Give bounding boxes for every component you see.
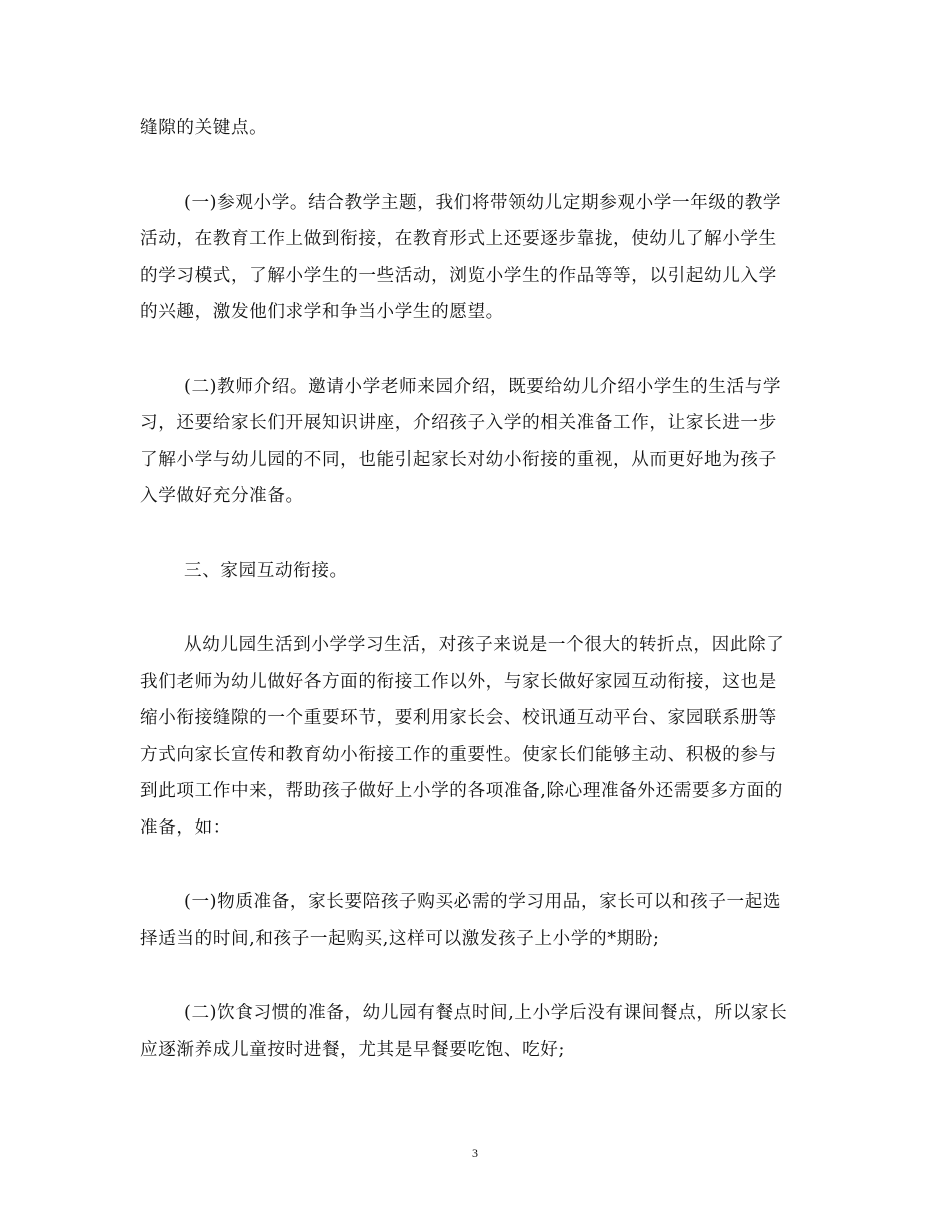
text-line: 的学习模式，了解小学生的一些活动，浏览小学生的作品等等，以引起幼儿入学 bbox=[140, 265, 777, 286]
paragraph-6 bbox=[140, 884, 808, 957]
text-line: 方式向家长宣传和教育幼小衔接工作的重要性。使家长们能够主动、积极的参与 bbox=[140, 744, 777, 765]
text-line: 应逐渐养成儿童按时进餐，尤其是早餐要吃饱、吃好; bbox=[140, 1039, 565, 1060]
text-line: 缝隙的关键点。 bbox=[140, 118, 268, 138]
paragraph-1 bbox=[140, 110, 808, 147]
text-line: 到此项工作中来，帮助孩子做好上小学的各项准备,除心理准备外还需要多方面的 bbox=[140, 781, 783, 801]
paragraph-5 bbox=[140, 627, 808, 846]
text-line: 择适当的时间,和孩子一起购买,这样可以激发孩子上小学的*期盼; bbox=[140, 928, 660, 949]
text-line: 活动，在教育工作上做到衔接，在教育形式上还要逐步靠拢，使幼儿了解小学生 bbox=[140, 229, 777, 249]
text-line: 了解小学与幼儿园的不同，也能引起家长对幼小衔接的重视，从而更好地为孩子 bbox=[140, 449, 777, 470]
paragraph-7 bbox=[140, 995, 808, 1068]
document-body bbox=[140, 110, 808, 1106]
text-line: (一)参观小学。结合教学主题，我们将带领幼儿定期参观小学一年级的教学 bbox=[184, 192, 782, 213]
text-line: 三、家园互动衔接。 bbox=[184, 560, 348, 581]
paragraph-2 bbox=[140, 185, 808, 331]
text-line: (一)物质准备，家长要陪孩子购买必需的学习用品，家长可以和孩子一起选 bbox=[184, 892, 782, 912]
text-line: (二)教师介绍。邀请小学老师来园介绍，既要给幼儿介绍小学生的生活与学 bbox=[184, 376, 782, 397]
text-line: 我们老师为幼儿做好各方面的衔接工作以外，与家长做好家园互动衔接，这也是 bbox=[140, 671, 777, 692]
page-number: 3 bbox=[472, 1146, 478, 1160]
text-line: 缩小衔接缝隙的一个重要环节，要利用家长会、校讯通互动平台、家园联系册等 bbox=[140, 708, 777, 728]
text-line: 的兴趣，激发他们求学和争当小学生的愿望。 bbox=[140, 302, 504, 322]
text-line: 从幼儿园生活到小学学习生活，对孩子来说是一个很大的转折点，因此除了 bbox=[184, 635, 785, 655]
section-heading bbox=[140, 553, 808, 590]
text-line: 准备，如： bbox=[140, 817, 231, 838]
text-line: (二)饮食习惯的准备，幼儿园有餐点时间,上小学后没有课间餐点，所以家长 bbox=[184, 1003, 788, 1023]
paragraph-3 bbox=[140, 369, 808, 515]
text-line: 入学做好充分准备。 bbox=[140, 486, 304, 506]
text-line: 习，还要给家长们开展知识讲座，介绍孩子入学的相关准备工作，让家长进一步 bbox=[140, 413, 777, 433]
